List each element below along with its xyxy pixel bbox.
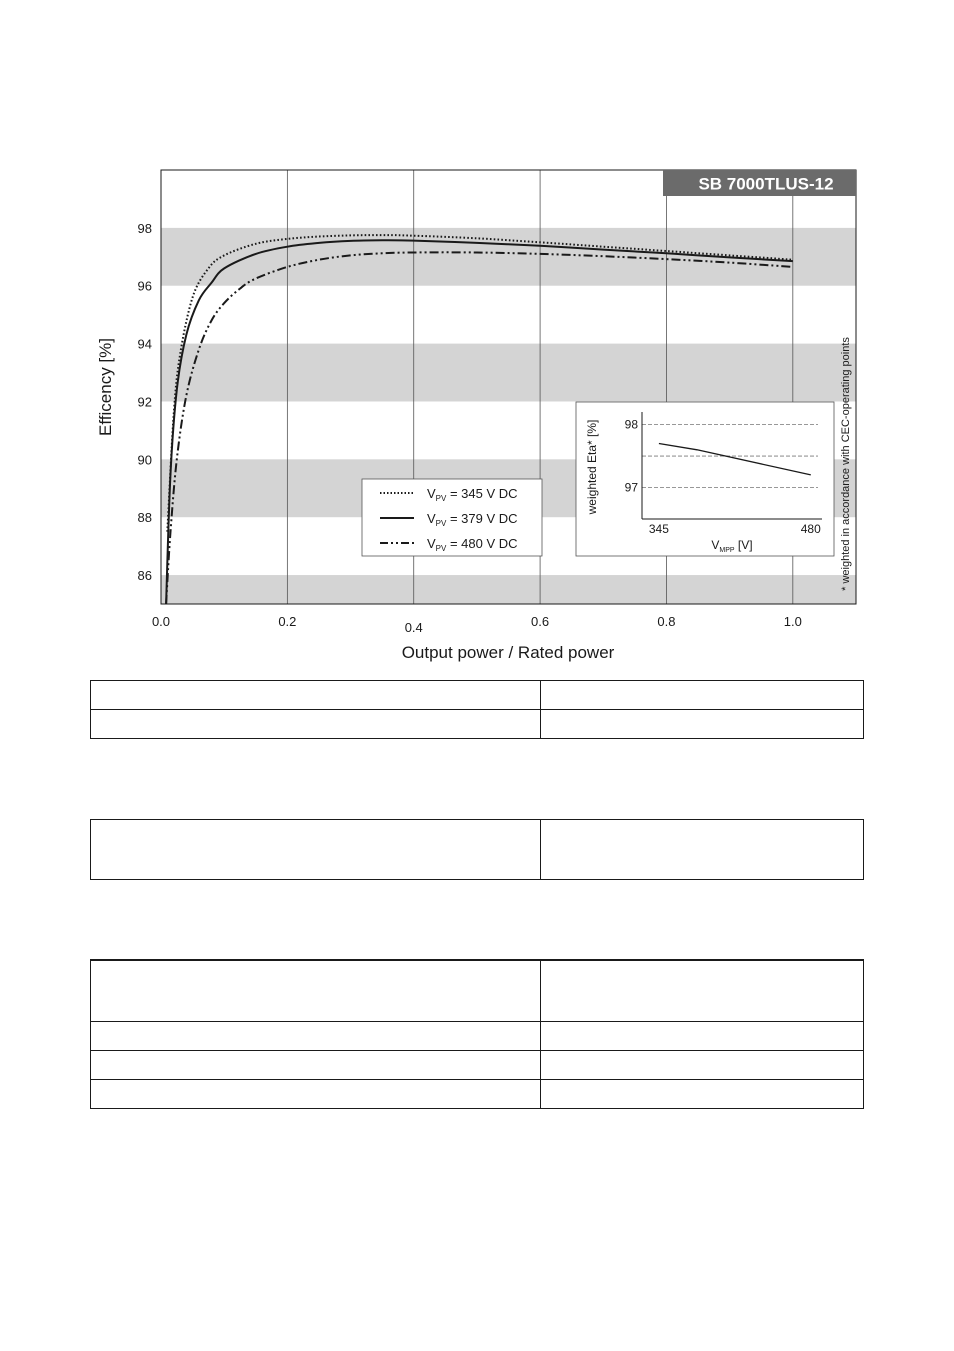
x-tick-label: 0.0 xyxy=(151,614,171,629)
table-cell xyxy=(541,820,864,880)
table-row xyxy=(91,710,864,739)
legend xyxy=(362,479,542,556)
y-tick-label: 94 xyxy=(137,336,152,352)
table-2 xyxy=(90,819,864,880)
table-cell xyxy=(91,1021,541,1050)
inset-y-tick-label: 98 xyxy=(624,417,638,432)
inset-x-tick-label: 345 xyxy=(648,522,669,536)
table-row xyxy=(91,820,864,880)
table-cell xyxy=(541,1050,864,1079)
table-cell xyxy=(91,681,541,710)
y-tick-label: 90 xyxy=(137,452,152,468)
y-tick-label: 98 xyxy=(137,220,152,236)
y-tick-label: 88 xyxy=(137,510,152,526)
table-cell xyxy=(91,820,541,880)
table-row xyxy=(91,1050,864,1079)
table-cell xyxy=(91,960,541,1021)
inset-chart xyxy=(576,402,834,556)
table-cell xyxy=(541,681,864,710)
table-cell xyxy=(541,1021,864,1050)
cec-note: * weighted in accordance with CEC-operating points xyxy=(840,337,852,591)
table-cell xyxy=(91,710,541,739)
table-3 xyxy=(90,959,864,1109)
x-tick-label: 0.4 xyxy=(404,620,423,635)
x-tick-labels xyxy=(152,614,802,635)
x-tick-label: 0.2 xyxy=(278,614,297,629)
table-cell xyxy=(541,1079,864,1108)
legend-label-379: $V_{PV} = 379$ V DC xyxy=(427,511,518,528)
y-tick-label: 92 xyxy=(137,394,152,410)
grid-band xyxy=(161,344,856,402)
grid-band xyxy=(161,575,856,604)
inset-y-tick-label: 97 xyxy=(624,480,638,495)
table-row xyxy=(91,1021,864,1050)
x-tick-label: 1.0 xyxy=(783,614,802,629)
table-cell xyxy=(541,710,864,739)
table-row xyxy=(91,960,864,1021)
table-cell xyxy=(541,960,864,1021)
table-row xyxy=(91,681,864,710)
x-axis-label: Output power / Rated power xyxy=(401,643,615,662)
x-tick-label: 0.6 xyxy=(531,614,550,629)
y-tick-labels xyxy=(138,221,152,583)
table-1 xyxy=(90,680,864,739)
inset-x-tick-label: 480 xyxy=(800,522,821,536)
chart-title: SB 7000TLUS-12 xyxy=(698,174,834,194)
inset-box xyxy=(576,402,834,556)
x-tick-label: 0.8 xyxy=(657,614,676,629)
table-row xyxy=(91,1079,864,1108)
inset-y-axis-label: weighted Eta* [%] xyxy=(585,419,599,515)
inset-x-axis-label: $V_{MPP}$ [V] xyxy=(711,538,753,554)
legend-label-480: $V_{PV} = 480$ V DC xyxy=(427,536,518,553)
table-cell xyxy=(91,1079,541,1108)
y-tick-label: 96 xyxy=(137,278,152,294)
y-axis-label: Efficency [%] xyxy=(96,338,115,436)
legend-label-345: $V_{PV} = 345$ V DC xyxy=(427,486,518,503)
y-tick-label: 86 xyxy=(137,568,152,584)
table-cell xyxy=(91,1050,541,1079)
